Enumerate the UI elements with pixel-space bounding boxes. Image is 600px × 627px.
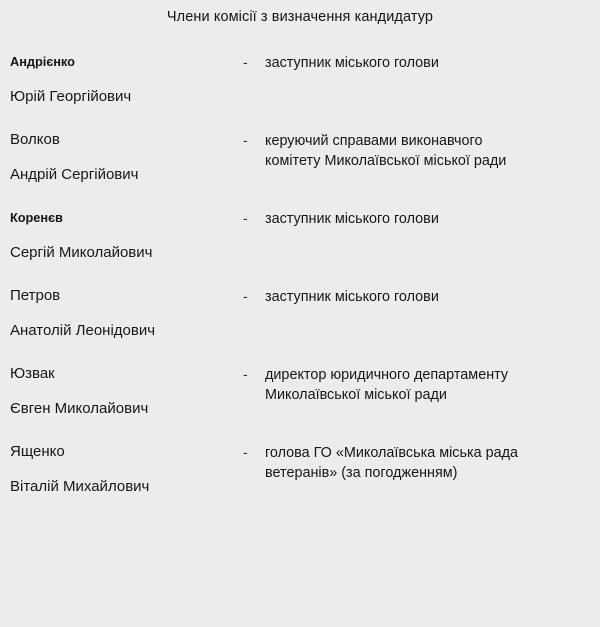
member-role-line: директор юридичного департаменту xyxy=(265,367,509,383)
member-row xyxy=(10,365,592,418)
member-role-cell xyxy=(265,365,575,405)
page-title: Члени комісії з визначення кандидатур xyxy=(166,9,434,25)
member-givenname: Сергій Миколайович xyxy=(10,244,153,261)
row-separator-dash: - xyxy=(243,132,248,148)
member-name-cell xyxy=(10,443,243,496)
member-role-line: керуючий справами виконавчого xyxy=(265,133,483,149)
member-role-cell xyxy=(265,287,575,307)
row-separator-dash: - xyxy=(243,54,248,70)
row-separator-dash: - xyxy=(243,444,248,460)
member-role-line: Миколаївської міської ради xyxy=(265,387,447,403)
member-surname: Коренєв xyxy=(10,210,63,225)
member-row xyxy=(10,131,592,184)
row-separator-dash: - xyxy=(243,210,248,226)
member-role-line: заступник міського голови xyxy=(265,55,439,71)
member-row xyxy=(10,53,592,106)
member-givenname: Андрій Сергійович xyxy=(10,166,139,183)
member-row xyxy=(10,209,592,262)
member-surname: Ященко xyxy=(10,443,65,460)
member-givenname: Анатолій Леонідович xyxy=(10,322,156,339)
row-separator-dash: - xyxy=(243,288,248,304)
member-role-line: ветеранів» (за погодженням) xyxy=(265,465,458,481)
member-role-line: заступник міського голови xyxy=(265,211,439,227)
member-row xyxy=(10,287,592,340)
member-surname: Андрієнко xyxy=(10,54,75,69)
member-role-line: заступник міського голови xyxy=(265,289,439,305)
member-name-cell xyxy=(10,287,243,340)
member-surname: Волков xyxy=(10,131,60,148)
member-name-cell xyxy=(10,209,243,262)
member-role-line: комітету Миколаївської міської ради xyxy=(265,153,507,169)
member-name-cell xyxy=(10,131,243,184)
member-name-cell xyxy=(10,365,243,418)
member-role-cell xyxy=(265,53,575,73)
member-role-line: голова ГО «Миколаївська міська рада xyxy=(265,445,519,461)
member-role-cell xyxy=(265,443,575,483)
member-row xyxy=(10,443,592,496)
member-givenname: Євген Миколайович xyxy=(10,400,149,417)
member-role-cell xyxy=(265,131,575,171)
member-role-cell xyxy=(265,209,575,229)
member-surname: Юзвак xyxy=(10,365,55,382)
members-list xyxy=(0,53,600,496)
member-surname: Петров xyxy=(10,287,61,304)
member-name-cell xyxy=(10,53,243,106)
member-givenname: Віталій Михайлович xyxy=(10,478,150,495)
row-separator-dash: - xyxy=(243,366,248,382)
member-givenname: Юрій Георгійович xyxy=(10,88,132,105)
